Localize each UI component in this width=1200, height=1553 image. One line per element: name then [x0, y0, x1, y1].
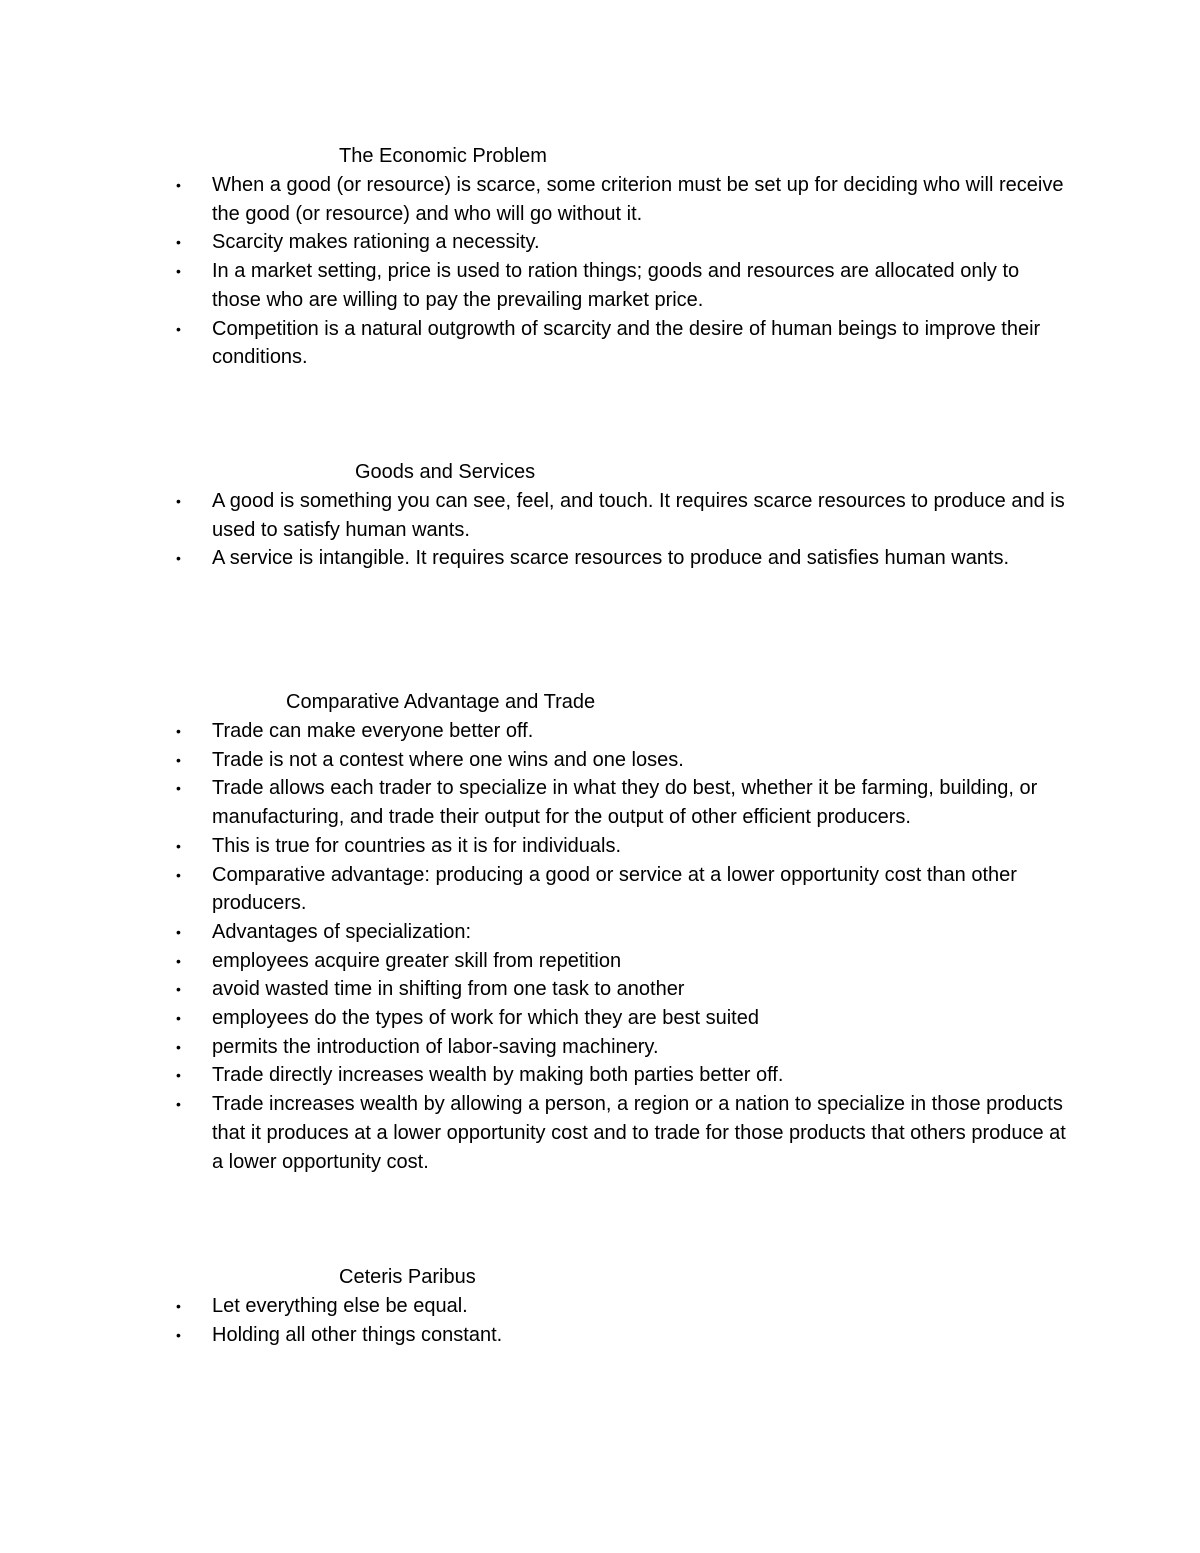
list-item — [0, 1321, 1072, 1350]
bullet-list — [0, 717, 1200, 1176]
list-item — [0, 171, 1072, 228]
bullet-icon: • — [176, 1010, 181, 1027]
list-item-text: employees do the types of work for which they are best suited — [212, 1007, 759, 1030]
list-item-text: Trade is not a contest where one wins and one loses. — [212, 748, 684, 771]
list-item-text: Trade allows each trader to specialize in what they do best, whether it be farming, building, or manufacturing, and trade their output for the output of other efficient producers. — [212, 777, 1038, 829]
list-item — [0, 257, 1072, 314]
list-item — [0, 1033, 1072, 1062]
list-item — [0, 861, 1072, 918]
bullet-icon: • — [176, 234, 181, 251]
bullet-icon: • — [176, 1298, 181, 1314]
section-goods-and-services — [0, 458, 1200, 573]
list-item — [0, 1061, 1072, 1090]
list-item — [0, 746, 1072, 775]
bullet-icon: • — [176, 780, 181, 797]
bullet-icon: • — [176, 866, 181, 883]
list-item-text: Scarcity makes rationing a necessity. — [212, 231, 540, 254]
section-heading: Ceteris Paribus — [339, 1266, 476, 1288]
section-heading: The Economic Problem — [339, 145, 547, 167]
bullet-icon: • — [176, 923, 181, 940]
list-item — [0, 1090, 1072, 1176]
section-heading: Comparative Advantage and Trade — [286, 691, 596, 713]
section-ceteris-paribus — [0, 1263, 1200, 1349]
list-item-text: Trade increases wealth by allowing a person, a region or a nation to specialize in those products that it produces at a lower opportunity cost and to trade for those products that others produce at a lower opportunity cost. — [212, 1093, 1066, 1173]
list-item-text: Competition is a natural outgrowth of scarcity and the desire of human beings to improve their conditions. — [212, 317, 1041, 369]
section-economic-problem — [0, 142, 1200, 372]
list-item — [0, 315, 1072, 372]
list-item — [0, 228, 1072, 257]
bullet-list — [0, 487, 1200, 573]
list-item-text: avoid wasted time in shifting from one task to another — [212, 978, 685, 1001]
bullet-icon: • — [176, 263, 181, 280]
list-item — [0, 774, 1072, 831]
bullet-icon: • — [176, 1067, 181, 1084]
list-item — [0, 918, 1072, 947]
list-item — [0, 717, 1072, 746]
list-item-text: permits the introduction of labor-saving machinery. — [212, 1035, 659, 1058]
list-item — [0, 487, 1072, 544]
list-item — [0, 975, 1072, 1004]
list-item — [0, 947, 1072, 976]
bullet-icon: • — [176, 1038, 181, 1055]
bullet-icon: • — [176, 981, 181, 998]
list-item-text: Trade can make everyone better off. — [212, 720, 534, 742]
list-item-text: Advantages of specialization: — [212, 920, 472, 943]
section-comparative-advantage — [0, 688, 1200, 1176]
list-item-text: A service is intangible. It requires scarce resources to produce and satisfies human wants. — [212, 547, 1010, 570]
bullet-list — [0, 171, 1200, 372]
list-item-text: employees acquire greater skill from repetition — [212, 949, 622, 972]
bullet-icon: • — [176, 952, 181, 969]
section-heading: Goods and Services — [355, 461, 536, 483]
list-item-text: Holding all other things constant. — [212, 1323, 503, 1346]
bullet-icon: • — [176, 493, 181, 509]
bullet-icon: • — [176, 723, 181, 739]
bullet-list — [0, 1292, 1200, 1349]
list-item-text: This is true for countries as it is for individuals. — [212, 834, 622, 857]
list-item-text: When a good (or resource) is scarce, some criterion must be set up for deciding who will receive the good (or resource) and who will go without it. — [212, 174, 1064, 225]
bullet-icon: • — [176, 177, 181, 193]
list-item-text: In a market setting, price is used to ration things; goods and resources are allocated only to those who are willing to pay the prevailing market price. — [212, 260, 1020, 311]
list-item — [0, 1004, 1072, 1033]
list-item-text: Trade directly increases wealth by making both parties better off. — [212, 1064, 784, 1087]
bullet-icon: • — [176, 1326, 181, 1343]
list-item-text: A good is something you can see, feel, and touch. It requires scarce resources to produce and is used to satisfy human wants. — [212, 490, 1065, 541]
list-item-text: Let everything else be equal. — [212, 1295, 468, 1317]
list-item — [0, 832, 1072, 861]
bullet-icon: • — [176, 1096, 181, 1113]
list-item — [0, 544, 1072, 573]
bullet-icon: • — [176, 751, 181, 768]
list-item-text: Comparative advantage: producing a good or service at a lower opportunity cost than other producers. — [212, 863, 1017, 915]
bullet-icon: • — [176, 550, 181, 567]
bullet-icon: • — [176, 837, 181, 854]
bullet-icon: • — [176, 320, 181, 337]
list-item — [0, 1292, 1072, 1321]
